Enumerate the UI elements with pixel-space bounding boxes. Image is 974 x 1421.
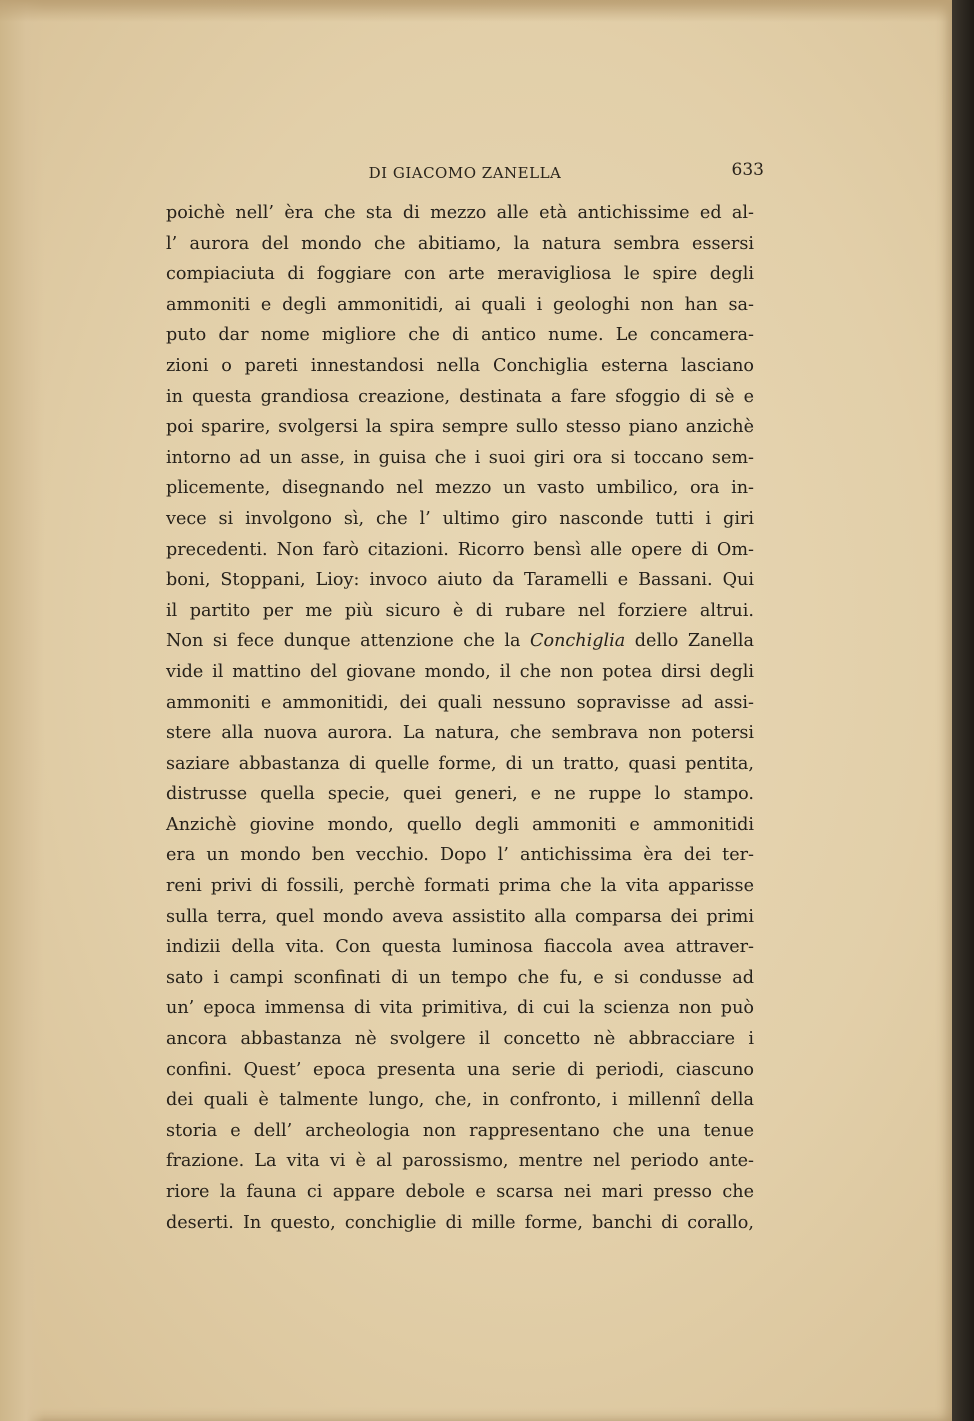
text-line: stere alla nuova aurora. La natura, che sembrava non potersi — [166, 723, 754, 744]
text-line: ancora abbastanza nè svolgere il concetto nè abbracciare i — [166, 1029, 754, 1050]
text-line: puto dar nome migliore che di antico nume. Le concamera- — [166, 325, 754, 346]
text-line: compiaciuta di foggiare con arte meravigliosa le spire degli — [166, 264, 754, 285]
text-line: poichè nell’ èra che sta di mezzo alle età antichissime ed al- — [166, 203, 754, 223]
text-line: reni privi di fossili, perchè formati prima che la vita apparisse — [166, 876, 754, 897]
page-edge-shadow — [952, 0, 974, 1421]
text-line: l’ aurora del mondo che abitiamo, la natura sembra essersi — [166, 233, 754, 254]
text-line: deserti. In questo, conchiglie di mille forme, banchi di corallo, — [166, 1212, 754, 1233]
text-line: storia e dell’ archeologia non rappresentano che una tenue — [166, 1120, 754, 1141]
text-line-with-italic — [166, 626, 754, 657]
text-line: zioni o pareti innestandosi nella Conchiglia esterna lasciano — [166, 355, 754, 376]
text-segment: dello Zanella — [634, 631, 755, 652]
text-line: vide il mattino del giovane mondo, il che non potea dirsi degli — [166, 661, 754, 682]
body-text — [166, 198, 754, 1238]
text-line: boni, Stoppani, Lioy: invoco aiuto da Taramelli e Bassani. Qui — [166, 570, 754, 591]
text-line: saziare abbastanza di quelle forme, di un tratto, quasi pentita, — [166, 753, 754, 774]
text-line: confini. Quest’ epoca presenta una serie di periodi, ciascuno — [166, 1059, 754, 1080]
text-line: riore la fauna ci appare debole e scarsa nei mari presso che — [166, 1182, 754, 1202]
text-segment: Non si fece dunque attenzione che la — [166, 631, 521, 652]
text-line: ammoniti e ammonitidi, dei quali nessuno sopravisse ad assi- — [166, 692, 754, 713]
page-top-edge — [0, 0, 952, 22]
text-line: poi sparire, svolgersi la spira sempre sullo stesso piano anzichè — [166, 417, 754, 438]
text-line: vece si involgono sì, che l’ ultimo giro nasconde tutti i giri — [166, 508, 754, 529]
text-line: in questa grandiosa creazione, destinata a fare sfoggio di sè e — [166, 386, 754, 407]
text-line: distrusse quella specie, quei generi, e ne ruppe lo stampo. — [166, 784, 754, 805]
running-head — [166, 160, 764, 188]
text-line: intorno ad un asse, in guisa che i suoi giri ora si toccano sem- — [166, 447, 754, 468]
text-line: sato i campi sconfinati di un tempo che fu, e si condusse ad — [166, 967, 754, 988]
text-line: ammoniti e degli ammonitidi, ai quali i geologhi non han sa- — [166, 294, 754, 315]
text-line: precedenti. Non farò citazioni. Ricorro bensì alle opere di Om- — [166, 539, 754, 560]
text-line: era un mondo ben vecchio. Dopo l’ antichissima èra dei ter- — [166, 845, 754, 866]
page-number: 633 — [731, 160, 764, 180]
text-line: il partito per me più sicuro è di rubare nel forziere altrui. — [166, 600, 754, 621]
text-line: indizii della vita. Con questa luminosa fiaccola avea attraver- — [166, 937, 754, 958]
page-gutter — [0, 0, 44, 1421]
text-line: un’ epoca immensa di vita primitiva, di cui la scienza non può — [166, 998, 754, 1019]
text-line: Anzichè giovine mondo, quello degli ammoniti e ammonitidi — [166, 814, 754, 835]
running-title: DI GIACOMO ZANELLA — [368, 164, 562, 182]
text-line: sulla terra, quel mondo aveva assistito alla comparsa dei primi — [166, 906, 754, 927]
text-line: plicemente, disegnando nel mezzo un vasto umbilico, ora in- — [166, 478, 754, 499]
text-line: frazione. La vita vi è al parossismo, mentre nel periodo ante- — [166, 1151, 754, 1172]
italic-title: Conchiglia — [530, 631, 626, 652]
text-line: dei quali è talmente lungo, che, in confronto, i millennî della — [166, 1090, 754, 1111]
